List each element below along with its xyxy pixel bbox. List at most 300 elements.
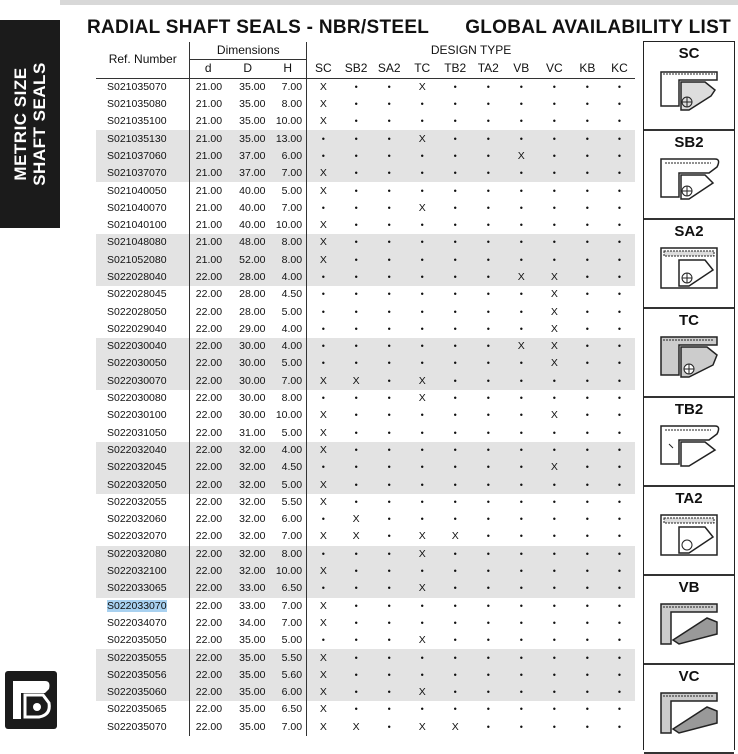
dim-outer-cell: 35.00 — [239, 634, 266, 647]
table-row — [96, 494, 635, 511]
design-sc-cell: X — [307, 598, 340, 615]
dim-d-cell: 21.00 — [190, 113, 226, 130]
design-tb2-cell: • — [453, 237, 457, 248]
design-kc-cell: • — [617, 358, 622, 369]
design-vc-cell: • — [552, 600, 556, 611]
design-kb-cell: • — [585, 531, 589, 542]
dim-outer-cell: 33.00 — [239, 582, 266, 595]
dim-h-cell: 4.50 — [281, 461, 303, 474]
ref-number-cell: S022032045 — [107, 461, 167, 474]
design-kb-cell: • — [585, 652, 589, 663]
table-row — [96, 511, 635, 528]
section-title-line-2: SHAFT SEALS — [30, 62, 49, 186]
design-kc-cell: • — [617, 150, 622, 161]
design-kc-cell: • — [617, 479, 622, 490]
design-tc-cell: • — [420, 600, 424, 611]
design-vc-cell: • — [552, 721, 556, 732]
design-sb2-cell: • — [354, 81, 358, 92]
design-kb-cell: • — [585, 341, 589, 352]
dim-h-cell: 7.00 — [281, 80, 303, 93]
design-ta2-cell: • — [486, 358, 490, 369]
ref-number-cell: S022032100 — [107, 565, 167, 578]
design-tb2-cell: • — [453, 548, 457, 559]
dim-d-cell: 22.00 — [190, 563, 226, 580]
design-vb-cell: • — [519, 81, 523, 92]
design-sc-cell: • — [307, 200, 340, 217]
design-vb-cell: • — [519, 462, 523, 473]
dim-outer-cell: 37.00 — [239, 149, 266, 162]
dim-h-cell: 4.00 — [281, 443, 303, 456]
design-vb-cell: • — [519, 358, 523, 369]
ref-number-cell: S021040050 — [107, 184, 167, 197]
design-sc-cell: • — [307, 286, 340, 303]
ref-number-cell: S021035100 — [107, 115, 167, 128]
design-kb-cell: • — [585, 272, 589, 282]
design-vc-cell: • — [552, 548, 556, 559]
dim-outer-cell: 32.00 — [239, 443, 266, 456]
table-row — [96, 390, 635, 407]
dim-outer-cell: 28.00 — [239, 305, 266, 318]
dim-outer-cell: 32.00 — [239, 495, 266, 508]
design-sb2-cell: X — [352, 530, 360, 543]
design-sb2-cell: • — [354, 635, 358, 646]
design-tc-cell: • — [420, 704, 424, 715]
design-tb2-cell: • — [453, 393, 457, 404]
design-kc-cell: • — [617, 323, 622, 334]
table-row — [96, 373, 635, 390]
design-sc-cell: X — [307, 373, 340, 390]
design-tb2-cell: • — [453, 583, 457, 594]
design-tc-cell: • — [420, 323, 424, 334]
design-vb-cell: • — [519, 635, 523, 646]
design-tc-cell: • — [420, 496, 424, 507]
design-vc-cell: • — [552, 496, 556, 507]
table-row — [96, 459, 635, 476]
dim-h-cell: 10.00 — [275, 409, 303, 422]
design-tb2-cell: • — [453, 496, 457, 507]
design-sa2-cell: • — [387, 548, 391, 559]
design-tc-cell: X — [418, 201, 426, 214]
design-kb-cell: • — [585, 99, 589, 110]
design-sb2-cell: • — [354, 652, 358, 663]
design-vb-cell: • — [519, 185, 523, 196]
design-kb-cell: • — [585, 496, 589, 507]
dim-outer-cell: 34.00 — [239, 616, 266, 629]
page-subtitle: GLOBAL AVAILABILITY LIST — [465, 17, 731, 38]
design-tb2-cell: • — [453, 635, 457, 646]
design-sc-cell: • — [307, 459, 340, 476]
design-vb-cell: • — [519, 375, 523, 386]
design-kc-cell: • — [617, 393, 622, 404]
design-kb-cell: • — [585, 323, 589, 334]
design-vc-cell: • — [552, 566, 556, 577]
design-card-label: SB2 — [674, 134, 704, 151]
design-tc-cell: X — [418, 392, 426, 405]
design-card-tb2 — [644, 398, 734, 487]
design-sc-cell: X — [307, 701, 340, 718]
design-card-sa2 — [644, 220, 734, 309]
ref-number-cell: S022028040 — [107, 271, 167, 283]
design-tb2-cell: • — [453, 410, 457, 421]
design-ta2-cell: • — [486, 341, 490, 352]
design-sb2-cell: • — [354, 150, 358, 161]
design-vb-cell: • — [519, 566, 523, 577]
design-vc-cell: • — [552, 669, 556, 680]
dim-outer-cell: 33.00 — [239, 599, 266, 612]
design-sa2-cell: • — [387, 393, 391, 404]
design-sc-cell: • — [307, 355, 340, 372]
page-title: RADIAL SHAFT SEALS - NBR/STEEL — [87, 17, 430, 38]
dim-outer-cell: 30.00 — [239, 374, 266, 387]
design-card-tc — [644, 309, 734, 398]
design-ta2-cell: • — [486, 617, 490, 628]
dim-d-cell: 22.00 — [190, 390, 226, 407]
design-ta2-cell: • — [486, 531, 490, 542]
dim-h-cell: 4.50 — [281, 288, 303, 301]
design-kb-cell: • — [585, 462, 589, 473]
design-tc-cell: X — [418, 720, 426, 733]
section-title-line-1: METRIC SIZE — [11, 67, 30, 181]
design-card-label: TA2 — [675, 490, 703, 507]
design-tc-cell: • — [420, 150, 424, 161]
design-tb2-cell: • — [453, 341, 457, 352]
section-title — [11, 62, 49, 186]
dim-outer-cell: 40.00 — [239, 219, 266, 232]
design-tc-cell: • — [420, 341, 424, 352]
table-row — [96, 96, 635, 113]
design-sa2-cell: • — [387, 410, 391, 421]
dim-h-cell: 5.00 — [281, 305, 303, 318]
design-sc-cell: X — [307, 165, 340, 182]
design-sb2-cell: • — [354, 427, 358, 438]
design-sc-cell: X — [307, 425, 340, 442]
dim-h-cell: 10.00 — [275, 219, 303, 232]
design-ta2-cell: • — [486, 81, 490, 92]
design-ta2-cell: • — [486, 289, 490, 300]
design-kc-cell: • — [617, 496, 622, 507]
ref-number-cell: S022030100 — [107, 409, 167, 422]
design-vb-cell: • — [519, 393, 523, 404]
dim-col-d-header: D — [226, 60, 269, 78]
design-vb-cell: • — [519, 220, 523, 231]
design-vb-cell: • — [519, 479, 523, 490]
ref-number-cell: S022035055 — [107, 651, 167, 664]
design-tb2-cell: • — [453, 687, 457, 698]
design-tb2-cell: • — [453, 116, 457, 127]
design-ta2-cell: • — [486, 444, 490, 455]
ref-number-cell: S021035080 — [107, 98, 167, 111]
design-vc-cell: • — [552, 652, 556, 663]
design-kb-cell: • — [585, 600, 589, 611]
design-tb2-cell: X — [451, 530, 459, 543]
table-row — [96, 148, 635, 165]
table-row — [96, 546, 635, 563]
design-vb-cell: • — [519, 133, 523, 144]
design-card-vb — [644, 576, 734, 665]
design-vc-cell: • — [552, 99, 556, 110]
design-tc-cell: • — [420, 168, 424, 179]
design-sa2-cell: • — [387, 479, 391, 490]
dim-d-cell: 22.00 — [190, 269, 226, 286]
dim-h-cell: 8.00 — [281, 253, 303, 266]
dim-h-cell: 6.50 — [281, 582, 303, 595]
dim-outer-cell: 35.00 — [239, 686, 266, 699]
design-kc-cell: • — [617, 444, 622, 455]
design-kb-cell: • — [585, 220, 589, 231]
dim-col-h-header: H — [269, 60, 306, 78]
dim-outer-cell: 48.00 — [239, 236, 266, 249]
design-ta2-cell: • — [486, 635, 490, 646]
design-sb2-cell: X — [352, 513, 360, 526]
design-tc-cell: • — [420, 99, 424, 110]
table-row — [96, 165, 635, 182]
design-ta2-cell: • — [486, 133, 490, 144]
design-sb2-cell: • — [354, 617, 358, 628]
design-ta2-cell: • — [486, 496, 490, 507]
design-sb2-cell: • — [354, 341, 358, 352]
design-sb2-cell: • — [354, 202, 358, 213]
design-kc-cell: • — [617, 289, 622, 300]
ref-number-cell: S022032070 — [107, 530, 167, 543]
table-row — [96, 598, 635, 615]
design-sa2-cell: • — [387, 652, 391, 663]
design-ta2-cell: • — [486, 254, 490, 265]
dim-h-cell: 6.50 — [281, 703, 303, 716]
design-sc-cell: • — [307, 546, 340, 563]
design-vb-cell: • — [519, 289, 523, 300]
table-row — [96, 321, 635, 338]
design-sc-cell: X — [307, 407, 340, 424]
dim-d-cell: 22.00 — [190, 701, 226, 718]
design-sc-cell: X — [307, 252, 340, 269]
design-card-label: SA2 — [674, 223, 704, 240]
dim-d-cell: 22.00 — [190, 373, 226, 390]
dim-d-cell: 22.00 — [190, 338, 226, 355]
design-vb-cell: • — [519, 548, 523, 559]
dim-h-cell: 5.50 — [281, 651, 303, 664]
design-vb-cell: • — [519, 323, 523, 334]
design-vb-cell: • — [519, 583, 523, 594]
dim-outer-cell: 35.00 — [239, 651, 266, 664]
design-sc-cell: • — [307, 130, 340, 147]
table-row — [96, 252, 635, 269]
design-vb-cell: • — [519, 116, 523, 127]
design-ta2-cell: • — [486, 202, 490, 213]
design-sb2-cell: • — [354, 669, 358, 680]
design-kb-cell: • — [585, 289, 589, 300]
design-sb2-cell: X — [352, 720, 360, 733]
design-ta2-cell: • — [486, 462, 490, 473]
design-sb2-cell: • — [354, 393, 358, 404]
design-card-ta2 — [644, 487, 734, 576]
table-row — [96, 649, 635, 666]
ref-number-cell: S022030070 — [107, 374, 167, 387]
design-tc-cell: • — [420, 254, 424, 265]
design-kc-cell: • — [617, 635, 622, 646]
design-ta2-cell: • — [486, 99, 490, 110]
design-kc-cell: • — [617, 272, 622, 282]
design-vc-cell: • — [552, 635, 556, 646]
design-tc-cell: • — [420, 652, 424, 663]
design-sb2-cell: • — [354, 358, 358, 369]
design-ta2-cell: • — [486, 237, 490, 248]
design-sc-cell: • — [307, 321, 340, 338]
dim-h-cell: 5.60 — [281, 668, 303, 681]
dim-h-cell: 8.00 — [281, 98, 303, 111]
design-kb-cell: • — [585, 375, 589, 386]
design-sc-cell: X — [307, 494, 340, 511]
design-vc-cell: • — [552, 444, 556, 455]
dim-h-cell: 13.00 — [275, 132, 303, 145]
design-tc-cell: • — [420, 444, 424, 455]
design-tb2-cell: • — [453, 669, 457, 680]
dim-d-cell: 22.00 — [190, 632, 226, 649]
design-ta2-cell: • — [486, 116, 490, 127]
design-vc-cell: • — [552, 185, 556, 196]
design-card-sc — [644, 42, 734, 131]
design-sc-cell: X — [307, 96, 340, 113]
design-ta2-cell: • — [486, 669, 490, 680]
dim-outer-cell: 35.00 — [239, 80, 266, 93]
design-type-panel — [643, 41, 735, 750]
design-sa2-cell: • — [387, 358, 391, 369]
design-vb-cell: • — [519, 306, 523, 317]
ref-number-cell: S022030050 — [107, 357, 167, 370]
table-row — [96, 130, 635, 147]
table-row — [96, 701, 635, 718]
design-tc-cell: • — [420, 185, 424, 196]
design-sa2-cell: • — [387, 462, 391, 473]
design-tb2-cell: • — [453, 150, 457, 161]
design-vc-cell: X — [550, 305, 558, 318]
design-tc-cell: X — [418, 80, 426, 93]
design-col-tb2-header: TB2 — [439, 60, 472, 78]
design-tc-cell: X — [418, 634, 426, 647]
design-tb2-cell: • — [453, 566, 457, 577]
design-sc-cell: X — [307, 684, 340, 701]
dim-d-cell: 22.00 — [190, 476, 226, 493]
ref-number-cell: S021035070 — [107, 80, 167, 93]
design-ta2-cell: • — [486, 150, 490, 161]
dim-outer-cell: 40.00 — [239, 184, 266, 197]
design-kc-cell: • — [617, 202, 622, 213]
design-sb2-cell: • — [354, 410, 358, 421]
design-sa2-cell: • — [387, 531, 391, 542]
design-col-kc-header: KC — [604, 60, 635, 78]
dim-h-cell: 7.00 — [281, 530, 303, 543]
dim-d-cell: 22.00 — [190, 719, 226, 736]
design-kb-cell: • — [585, 669, 589, 680]
design-tb2-cell: • — [453, 427, 457, 438]
design-vc-cell: • — [552, 220, 556, 231]
dim-d-cell: 22.00 — [190, 321, 226, 338]
design-sa2-cell: • — [387, 289, 391, 300]
design-sb2-cell: • — [354, 444, 358, 455]
design-vb-cell: • — [519, 704, 523, 715]
dim-d-cell: 21.00 — [190, 200, 226, 217]
dim-outer-cell: 32.00 — [239, 565, 266, 578]
design-type-header: DESIGN TYPE — [307, 42, 635, 60]
design-sa2-cell: • — [387, 704, 391, 715]
design-ta2-cell: • — [486, 220, 490, 231]
design-ta2-cell: • — [486, 652, 490, 663]
design-tc-cell: • — [420, 116, 424, 127]
design-ta2-cell: • — [486, 427, 490, 438]
design-kb-cell: • — [585, 410, 589, 421]
design-vc-cell: X — [550, 322, 558, 335]
ref-number-cell: S022034070 — [107, 616, 167, 629]
dimensions-header: Dimensions — [190, 42, 307, 60]
table-body — [96, 78, 635, 736]
design-ta2-cell: • — [486, 704, 490, 715]
table-row — [96, 113, 635, 130]
design-kc-cell: • — [617, 566, 622, 577]
design-kc-cell: • — [617, 306, 622, 317]
design-vc-cell: X — [550, 461, 558, 474]
dim-col-d-header: d — [190, 60, 226, 78]
design-kc-cell: • — [617, 185, 622, 196]
design-sa2-cell: • — [387, 427, 391, 438]
ref-number-cell: S021035130 — [107, 132, 167, 145]
design-tb2-cell: • — [453, 462, 457, 473]
design-vb-cell: • — [519, 444, 523, 455]
dim-h-cell: 7.00 — [281, 599, 303, 612]
design-kc-cell: • — [617, 410, 622, 421]
design-sa2-cell: • — [387, 185, 391, 196]
ref-number-cell: S022032055 — [107, 495, 167, 508]
design-tb2-cell: • — [453, 220, 457, 231]
design-sc-cell: • — [307, 338, 340, 355]
design-vb-cell: • — [519, 427, 523, 438]
dim-outer-cell: 30.00 — [239, 357, 266, 370]
design-tc-cell: • — [420, 410, 424, 421]
design-vc-cell: • — [552, 150, 556, 161]
design-kb-cell: • — [585, 150, 589, 161]
design-sa2-cell: • — [387, 721, 391, 732]
dim-d-cell: 22.00 — [190, 286, 226, 303]
dim-h-cell: 6.00 — [281, 686, 303, 699]
design-kc-cell: • — [617, 254, 622, 265]
dim-d-cell: 22.00 — [190, 303, 226, 320]
dim-outer-cell: 32.00 — [239, 547, 266, 560]
ref-number-cell: S021048080 — [107, 236, 167, 249]
design-kb-cell: • — [585, 514, 589, 525]
design-card-sb2 — [644, 131, 734, 220]
design-sc-cell: • — [307, 148, 340, 165]
ref-number-cell: S022032040 — [107, 443, 167, 456]
dim-h-cell: 6.00 — [281, 149, 303, 162]
design-card-label: TC — [679, 312, 699, 329]
design-kb-cell: • — [585, 548, 589, 559]
design-sa2-cell: • — [387, 237, 391, 248]
design-col-sa2-header: SA2 — [373, 60, 406, 78]
design-ta2-cell: • — [486, 583, 490, 594]
design-tb2-cell: • — [453, 444, 457, 455]
design-kc-cell: • — [617, 669, 622, 680]
design-kb-cell: • — [585, 358, 589, 369]
design-tb2-cell: • — [453, 202, 457, 213]
design-vc-cell: X — [550, 409, 558, 422]
design-sc-cell: • — [307, 511, 340, 528]
design-vb-cell: X — [517, 271, 525, 283]
design-vc-cell: X — [550, 271, 558, 283]
dim-d-cell: 22.00 — [190, 407, 226, 424]
design-kb-cell: • — [585, 306, 589, 317]
design-vc-cell: • — [552, 393, 556, 404]
dim-h-cell: 5.00 — [281, 634, 303, 647]
design-vc-cell: • — [552, 617, 556, 628]
design-vc-cell: • — [552, 81, 556, 92]
